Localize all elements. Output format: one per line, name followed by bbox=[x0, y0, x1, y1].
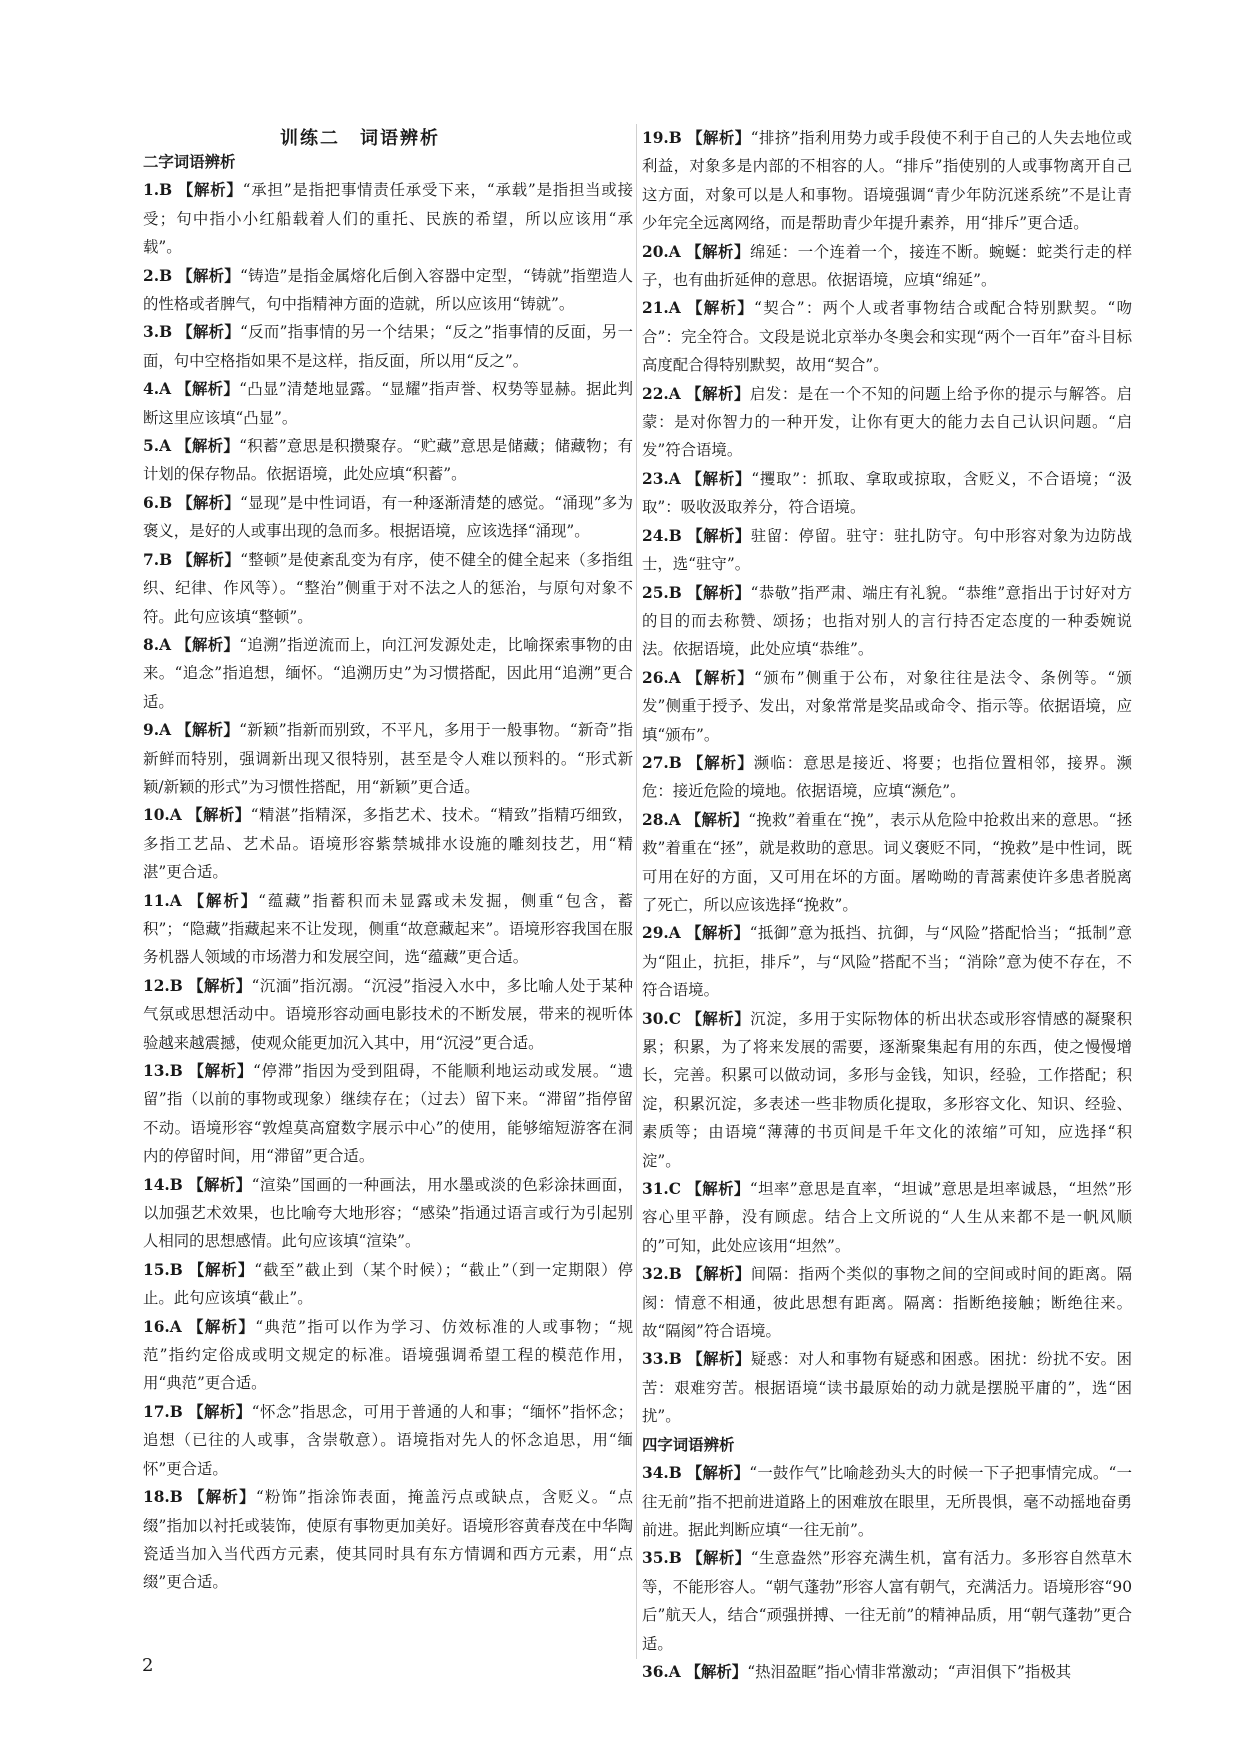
answer-item bbox=[642, 919, 1132, 1004]
answer-item bbox=[642, 749, 1132, 806]
analysis-text: “典范”指可以作为学习、仿效标准的人或事物；“规范”指约定俗成或明文规定的标准。语境强调希望工程的模范作用，用“典范”更合适。 bbox=[143, 1317, 633, 1393]
analysis-text: “停滞”指因为受到阻碍，不能顺利地运动或发展。“遗留”指（以前的事物或现象）继续存在；（过去）留下来。“滞留”指停留不动。语境形容“敦煌莫高窟数字展示中心”的使用，能够缩短游客在洞内的停留时间，用“滞留”更合适。 bbox=[143, 1062, 633, 1166]
page-number: 2 bbox=[142, 1655, 154, 1676]
answer-number: 5.A bbox=[143, 437, 172, 456]
analysis-tag: 【解析】 bbox=[687, 1350, 751, 1369]
analysis-text: “抵御”意为抵挡、抗御，与“风险”搭配恰当；“抵制”意为“阻止，抗拒，排斥”，与“风险”搭配不当；“消除”意为使不存在，不符合语境。 bbox=[642, 924, 1132, 1000]
answer-item bbox=[143, 1483, 633, 1597]
answer-item bbox=[642, 664, 1132, 749]
answer-item bbox=[143, 887, 633, 972]
answer-number: 35.B bbox=[642, 1549, 682, 1568]
answer-item bbox=[642, 238, 1132, 295]
answer-item bbox=[143, 1398, 633, 1483]
analysis-tag: 【解析】 bbox=[686, 384, 750, 403]
analysis-tag: 【解析】 bbox=[686, 668, 754, 687]
analysis-text: “排挤”指利用势力或手段使不利于自己的人失去地位或利益，对象多是内部的不相容的人。“排斥”指使别的人或事物离开自己这方面，对象可以是人和事物。语境强调“青少年防沉迷系统”不是让青少年完全远离网络，而是帮助青少年提升素养，用“排斥”更合适。 bbox=[642, 129, 1132, 233]
answer-item bbox=[143, 1256, 633, 1313]
answer-item bbox=[143, 1171, 633, 1256]
analysis-text: 间隔：指两个类似的事物之间的空间或时间的距离。隔阂：情意不相通，彼此思想有距离。隔离：指断绝接触；断绝往来。故“隔阂”符合语境。 bbox=[642, 1265, 1132, 1341]
answer-number: 13.B bbox=[143, 1062, 183, 1080]
answer-item bbox=[143, 176, 633, 261]
answer-item bbox=[642, 124, 1132, 238]
analysis-text: “沉湎”指沉溺。“沉浸”指浸入水中，多比喻人处于某种气氛或思想活动中。语境形容动画电影技术的不断发展，带来的视听体验越来越震撼，使观众能更加沉入其中，用“沉浸”更合适。 bbox=[143, 976, 633, 1052]
analysis-text: “精湛”指精深，多指艺术、技术。“精致”指精巧细致，多指工艺品、艺术品。语境形容紫禁城排水设施的雕刻技艺，用“精湛”更合适。 bbox=[143, 806, 633, 882]
analysis-tag: 【解析】 bbox=[686, 924, 750, 943]
analysis-tag: 【解析】 bbox=[189, 1488, 256, 1507]
analysis-text: “新颖”指新而别致，不平凡，多用于一般事物。“新奇”指新鲜而特别，强调新出现又很特别，甚至是令人难以预料的。“形式新颖/新颖的形式”为习惯性搭配，用“新颖”更合适。 bbox=[143, 721, 633, 796]
answer-number: 6.B bbox=[143, 493, 173, 512]
analysis-tag: 【解析】 bbox=[188, 1260, 255, 1279]
answer-item bbox=[143, 801, 633, 886]
answer-item bbox=[143, 1057, 633, 1171]
answer-number: 14.B bbox=[143, 1175, 183, 1194]
answer-item bbox=[642, 1175, 1132, 1260]
analysis-text: “攫取”：抓取、拿取或掠取，含贬义，不合语境；“汲取”：吸收汲取养分，符合语境。 bbox=[642, 469, 1132, 517]
analysis-tag: 【解析】 bbox=[176, 635, 240, 654]
page-title: 训练二 词语辨析 bbox=[280, 128, 440, 149]
analysis-tag: 【解析】 bbox=[177, 550, 241, 569]
analysis-tag: 【解析】 bbox=[176, 380, 240, 399]
answer-item bbox=[143, 489, 633, 546]
answer-number: 19.B bbox=[642, 129, 682, 147]
answer-item bbox=[642, 465, 1132, 522]
analysis-tag: 【解析】 bbox=[188, 976, 252, 995]
answer-number: 3.B bbox=[143, 323, 173, 342]
analysis-text: “契合”：两个人或者事物结合或配合特别默契。“吻合”：完全符合。文段是说北京举办冬奥会和实现“两个一百年”奋斗目标高度配合得特别默契，故用“契合”。 bbox=[642, 299, 1132, 375]
analysis-text: 绵延：一个连着一个，接连不断。蜿蜒：蛇类行走的样子，也有曲折延伸的意思。依据语境，应填“绵延”。 bbox=[642, 242, 1132, 290]
analysis-tag: 【解析】 bbox=[177, 493, 240, 512]
analysis-tag: 【解析】 bbox=[187, 806, 251, 825]
analysis-text: “热泪盈眶”指心情非常激动；“声泪俱下”指极其 bbox=[747, 1662, 1072, 1681]
analysis-tag: 【解析】 bbox=[686, 299, 754, 318]
answer-number: 10.A bbox=[143, 806, 182, 825]
answer-number: 16.A bbox=[143, 1317, 182, 1336]
analysis-text: “凸显”清楚地显露。“显耀”指声誉、权势等显赫。据此判断这里应该填“凸显”。 bbox=[143, 380, 633, 427]
section-heading-four-char: 四字词语辨析 bbox=[642, 1435, 735, 1454]
analysis-tag: 【解析】 bbox=[686, 1464, 750, 1483]
section-heading-two-char: 二字词语辨析 bbox=[143, 153, 236, 171]
analysis-tag: 【解析】 bbox=[177, 323, 241, 342]
analysis-tag: 【解析】 bbox=[687, 583, 751, 602]
analysis-tag: 【解析】 bbox=[188, 1062, 253, 1080]
analysis-text: “粉饰”指涂饰表面，掩盖污点或缺点，含贬义。“点缀”指加以衬托或装饰，使原有事物更加美好。语境形容黄春茂在中华陶瓷适当加入当代西方元素，使其同时具有东方情调和西方元素，用“点缀”更合适。 bbox=[143, 1488, 633, 1592]
answer-number: 22.A bbox=[642, 384, 681, 403]
answer-number: 4.A bbox=[143, 380, 172, 399]
analysis-text: 濒临：意思是接近、将要；也指位置相邻，接界。濒危：接近危险的境地。依据语境，应填“濒危”。 bbox=[642, 753, 1132, 801]
answer-number: 21.A bbox=[642, 299, 681, 318]
answer-item bbox=[642, 1005, 1132, 1175]
answer-number: 34.B bbox=[642, 1464, 682, 1483]
analysis-tag: 【解析】 bbox=[188, 1402, 252, 1421]
answer-number: 31.C bbox=[642, 1180, 682, 1199]
answer-number: 1.B bbox=[143, 181, 173, 200]
answer-number: 36.A bbox=[642, 1662, 681, 1681]
answer-number: 25.B bbox=[642, 583, 682, 602]
answer-number: 29.A bbox=[642, 924, 681, 943]
answer-number: 23.A bbox=[642, 469, 681, 488]
answer-number: 12.B bbox=[143, 976, 183, 995]
answer-number: 9.A bbox=[143, 721, 172, 740]
analysis-text: “反而”指事情的另一个结果；“反之”指事情的反面，另一面，句中空格指如果不是这样，指反面，所以用“反之”。 bbox=[143, 323, 633, 370]
analysis-tag: 【解析】 bbox=[685, 810, 749, 829]
analysis-tag: 【解析】 bbox=[687, 129, 751, 147]
answer-item bbox=[642, 1459, 1132, 1544]
analysis-text: “渲染”国画的一种画法，用水墨或淡的色彩涂抹画面，以加强艺术效果，也比喻夸大地形容；“感染”指通过语言或行为引起别人相同的思想感情。此句应该填“渲染”。 bbox=[143, 1175, 633, 1251]
answer-number: 15.B bbox=[143, 1260, 183, 1279]
answer-number: 11.A bbox=[143, 891, 182, 910]
analysis-text: “挽救”着重在“挽”，表示从危险中抢救出来的意思。“拯救”着重在“拯”，就是救助的意思。词义褒贬不同，“挽救”是中性词，既可用在好的方面，又可用在坏的方面。屠呦呦的青蒿素使许多患者脱离了死亡，所以应该选择“挽救”。 bbox=[642, 810, 1132, 914]
answer-number: 33.B bbox=[642, 1350, 682, 1369]
answer-item bbox=[143, 972, 633, 1057]
analysis-tag: 【解析】 bbox=[687, 526, 751, 545]
answer-number: 28.A bbox=[642, 810, 681, 829]
analysis-text: “坦率”意思是直率，“坦诚”意思是坦率诚恳，“坦然”形容心里平静，没有顾虑。结合上文所说的“人生从来都不是一帆风顺的”可知，此处应该用“坦然”。 bbox=[642, 1180, 1132, 1255]
answer-item bbox=[642, 1345, 1132, 1430]
analysis-tag: 【解析】 bbox=[685, 1662, 748, 1681]
answer-item bbox=[642, 579, 1132, 664]
answer-number: 18.B bbox=[143, 1488, 183, 1507]
analysis-text: 启发：是在一个不知的问题上给予你的提示与解答。启蒙：是对你智力的一种开发，让你有更大的能力去自己认识问题。“启发”符合语境。 bbox=[642, 384, 1132, 460]
left-column bbox=[143, 148, 633, 1597]
analysis-text: “积蓄”意思是积攒聚存。“贮藏”意思是储藏；储藏物；有计划的保存物品。依据语境，此处应填“积蓄”。 bbox=[143, 437, 633, 484]
answer-number: 17.B bbox=[143, 1402, 183, 1421]
answer-item bbox=[642, 1260, 1132, 1345]
analysis-tag: 【解析】 bbox=[687, 753, 754, 772]
answer-number: 30.C bbox=[642, 1009, 682, 1028]
analysis-text: “整顿”是使紊乱变为有序，使不健全的健全起来（多指组织、纪律、作风等）。“整治”侧重于对不法之人的惩治，与原句对象不符。此句应该填“整顿”。 bbox=[143, 550, 633, 626]
answer-number: 8.A bbox=[143, 635, 172, 654]
answer-number: 27.B bbox=[642, 753, 682, 772]
analysis-text: “恭敬”指严肃、端庄有礼貌。“恭维”意指出于讨好对方的目的而去称赞、颂扬；也指对别人的言行持否定态度的一种委婉说法。依据语境，此处应填“恭维”。 bbox=[642, 583, 1132, 659]
analysis-tag: 【解析】 bbox=[686, 1009, 751, 1028]
answer-number: 26.A bbox=[642, 668, 681, 687]
answer-item bbox=[143, 375, 633, 432]
analysis-tag: 【解析】 bbox=[177, 266, 240, 285]
analysis-text: “怀念”指思念，可用于普通的人和事；“缅怀”指怀念；追想（已往的人或事，含崇敬意）。语境指对先人的怀念追思，用“缅怀”更合适。 bbox=[143, 1402, 633, 1478]
analysis-text: 疑惑：对人和事物有疑惑和困惑。困扰：纷扰不安。困苦：艰难穷苦。根据语境“读书最原始的动力就是摆脱平庸的”，选“困扰”。 bbox=[642, 1350, 1132, 1426]
analysis-text: “生意盎然”形容充满生机，富有活力。多形容自然草木等，不能形容人。“朝气蓬勃”形容人富有朝气，充满活力。语境形容“90后”航天人，结合“顽强拼搏、一往无前”的精神品质，用“朝气蓬勃”更合适。 bbox=[642, 1549, 1132, 1653]
answer-item bbox=[143, 546, 633, 631]
answer-item bbox=[642, 1544, 1132, 1658]
analysis-tag: 【解析】 bbox=[176, 437, 240, 456]
analysis-tag: 【解析】 bbox=[188, 1317, 256, 1336]
answer-number: 7.B bbox=[143, 550, 173, 569]
column-divider bbox=[636, 124, 637, 1659]
analysis-text: “显现”是中性词语，有一种逐渐清楚的感觉。“涌现”多为褒义，是好的人或事出现的急而多。根据语境，应该选择“涌现”。 bbox=[143, 493, 633, 541]
answer-item bbox=[143, 318, 633, 375]
answer-item bbox=[143, 262, 633, 319]
analysis-text: “一鼓作气”比喻趁劲头大的时候一下子把事情完成。“一往无前”指不把前进道路上的困难放在眼里，无所畏惧，毫不动摇地奋勇前进。据此判断应填“一往无前”。 bbox=[642, 1464, 1132, 1539]
answer-item bbox=[143, 631, 633, 716]
analysis-tag: 【解析】 bbox=[687, 1265, 751, 1284]
analysis-tag: 【解析】 bbox=[188, 1175, 252, 1194]
answer-item bbox=[143, 716, 633, 801]
answer-item bbox=[642, 294, 1132, 379]
analysis-text: “追溯”指逆流而上，向江河发源处走，比喻探索事物的由来。“追念”指追想，缅怀。“追溯历史”为习惯搭配，因此用“追溯”更合适。 bbox=[143, 635, 633, 711]
analysis-text: “承担”是指把事情责任承受下来，“承载”是指担当或接受；句中指小小红船载着人们的重托、民族的希望，所以应该用“承载”。 bbox=[143, 181, 633, 257]
analysis-tag: 【解析】 bbox=[188, 891, 259, 910]
analysis-tag: 【解析】 bbox=[686, 242, 750, 261]
analysis-text: 驻留：停留。驻守：驻扎防守。句中形容对象为边防战士，选“驻守”。 bbox=[642, 526, 1132, 574]
answer-item bbox=[642, 806, 1132, 920]
answer-item bbox=[642, 522, 1132, 579]
right-column bbox=[642, 124, 1132, 1686]
analysis-text: “铸造”是指金属熔化后倒入容器中定型，“铸就”指塑造人的性格或者脾气，句中指精神方面的造就，所以应该用“铸就”。 bbox=[143, 266, 633, 314]
answer-number: 20.A bbox=[642, 242, 681, 261]
analysis-text: “截至”截止到（某个时候）；“截止”（到一定期限）停止。此句应该填“截止”。 bbox=[143, 1260, 633, 1308]
analysis-text: “颁布”侧重于公布，对象往往是法令、条例等。“颁发”侧重于授予、发出，对象常常是奖品或命令、指示等。依据语境，应填“颁布”。 bbox=[642, 668, 1132, 744]
analysis-tag: 【解析】 bbox=[176, 721, 240, 740]
analysis-text: “蕴藏”指蓄积而未显露或未发掘，侧重“包含，蓄积”；“隐藏”指藏起来不让发现，侧重“故意藏起来”。语境形容我国在服务机器人领域的市场潜力和发展空间，选“蕴藏”更合适。 bbox=[143, 891, 633, 967]
answer-item bbox=[143, 432, 633, 489]
analysis-text: 沉淀，多用于实际物体的析出状态或形容情感的凝聚积累；积累，为了将来发展的需要，逐渐聚集起有用的东西，使之慢慢增长，完善。积累可以做动词，多形与金钱，知识，经验，工作搭配；积淀，积累沉淀，多表述一些非物质化提取，多形容文化、知识、经验、素质等；由语境“薄薄的书页间是千年文化的浓缩”可知，应选择“积淀”。 bbox=[642, 1009, 1132, 1170]
answer-number: 24.B bbox=[642, 526, 682, 545]
analysis-tag: 【解析】 bbox=[687, 1549, 751, 1568]
analysis-tag: 【解析】 bbox=[686, 469, 752, 488]
answer-number: 2.B bbox=[143, 266, 173, 285]
analysis-tag: 【解析】 bbox=[686, 1180, 750, 1199]
analysis-tag: 【解析】 bbox=[177, 181, 243, 200]
answer-item bbox=[143, 1313, 633, 1398]
answer-number: 32.B bbox=[642, 1265, 682, 1284]
answer-item bbox=[642, 1658, 1132, 1686]
answer-item bbox=[642, 380, 1132, 465]
